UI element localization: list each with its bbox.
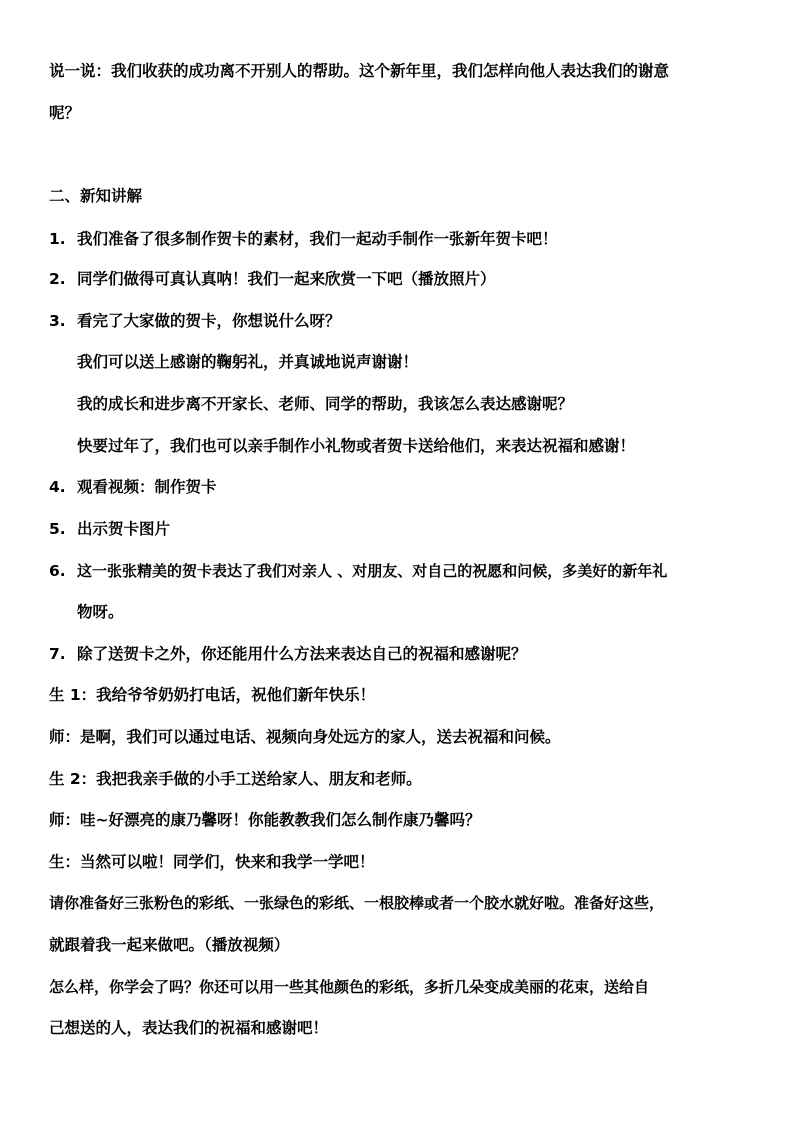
item-text: 除了送贺卡之外，你还能用什么方法来表达自己的祝福和感谢呢？ (77, 645, 527, 663)
item-text: 观看视频：制作贺卡 (77, 478, 217, 496)
intro-line-1: 说一说：我们收获的成功离不开别人的帮助。这个新年里，我们怎样向他人表达我们的谢意 (49, 62, 670, 80)
dialogue-line: 生 1：我给爷爷奶奶打电话，祝他们新年快乐！ (49, 686, 376, 704)
intro-line-2: 呢？ (49, 104, 81, 122)
item-text: 看完了大家做的贺卡，你想说什么呀？ (77, 312, 341, 330)
dialogue-line: 生：当然可以啦！同学们，快来和我学一学吧！ (49, 853, 375, 871)
item-text-continued: 物呀。 (77, 603, 124, 621)
item-text: 同学们做得可真认真呐！我们一起来欣赏一下吧（播放照片） (77, 270, 496, 288)
closing-paragraph-1-line-2: 就跟着我一起来做吧。（播放视频） (49, 936, 290, 954)
item-number: 5. (49, 520, 66, 538)
item-sub-text: 我的成长和进步离不开家长、老师、同学的帮助，我该怎么表达感谢呢？ (77, 395, 574, 413)
dialogue-line: 师：哇~好漂亮的康乃馨呀！你能教教我们怎么制作康乃馨吗？ (49, 811, 481, 829)
item-text: 这一张张精美的贺卡表达了我们对亲人 、对朋友、对自己的祝愿和问候，多美好的新年礼 (77, 562, 668, 580)
closing-paragraph-2-line-2: 己想送的人，表达我们的祝福和感谢吧！ (49, 1019, 329, 1037)
item-number: 6. (49, 562, 66, 580)
section-title: 二、新知讲解 (49, 187, 143, 205)
item-text: 我们准备了很多制作贺卡的素材，我们一起动手制作一张新年贺卡吧！ (77, 230, 558, 248)
closing-paragraph-1-line-1: 请你准备好三张粉色的彩纸、一张绿色的彩纸、一根胶棒或者一个胶水就好啦。准备好这些， (49, 894, 665, 912)
dialogue-line: 生 2：我把我亲手做的小手工送给家人、朋友和老师。 (49, 770, 422, 788)
item-text: 出示贺卡图片 (77, 520, 171, 538)
item-number: 4. (49, 478, 66, 496)
dialogue-line: 师：是啊，我们可以通过电话、视频向身处远方的家人，送去祝福和问候。 (49, 728, 561, 746)
item-sub-text: 快要过年了，我们也可以亲手制作小礼物或者贺卡送给他们，来表达祝福和感谢！ (77, 437, 636, 455)
closing-paragraph-2-line-1: 怎么样，你学会了吗？你还可以用一些其他颜色的彩纸，多折几朵变成美丽的花束，送给自 (49, 978, 650, 996)
item-sub-text: 我们可以送上感谢的鞠躬礼，并真诚地说声谢谢！ (77, 353, 419, 371)
item-number: 7. (49, 645, 66, 663)
item-number: 3. (49, 312, 66, 330)
item-number: 1. (49, 230, 66, 248)
item-number: 2. (49, 270, 66, 288)
